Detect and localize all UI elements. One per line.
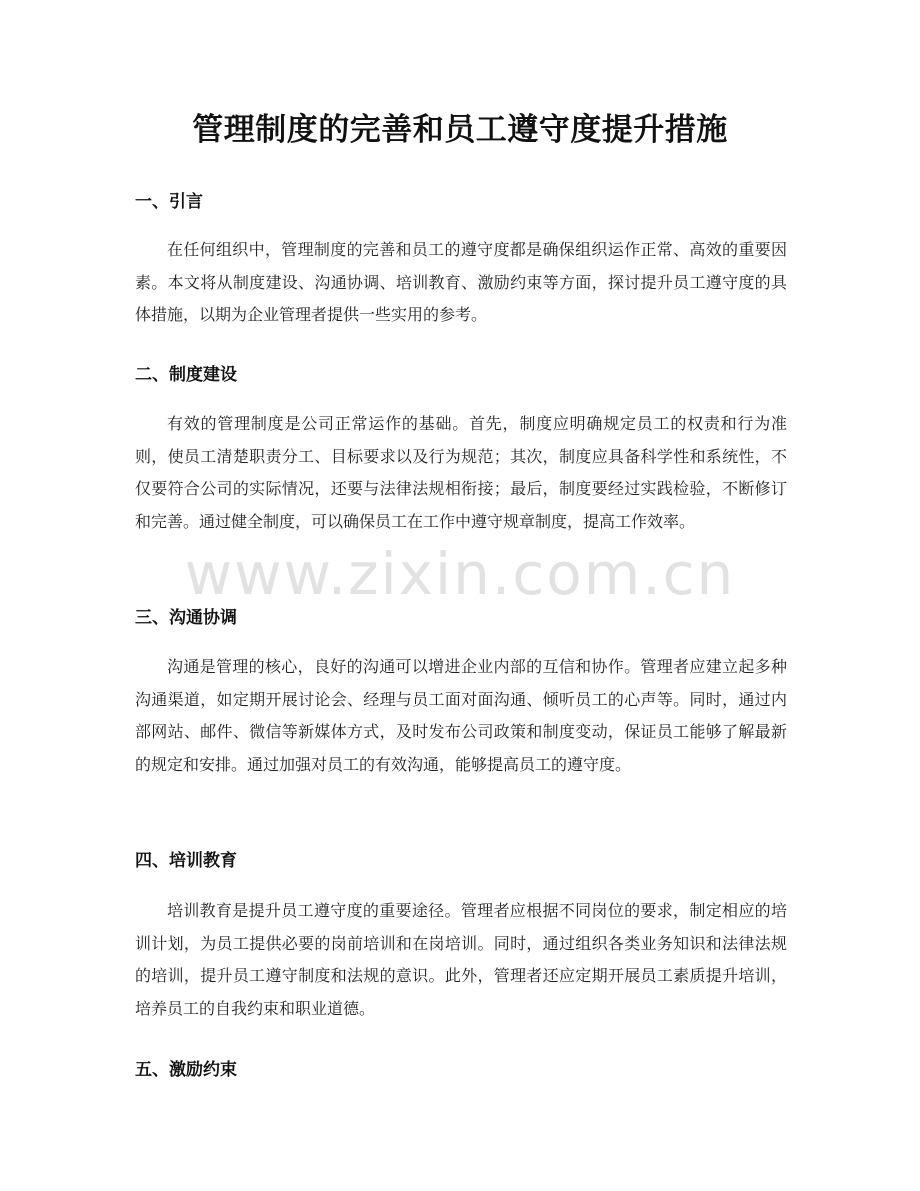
section-paragraph-system-building: 有效的管理制度是公司正常运作的基础。首先，制度应明确规定员工的权责和行为准则，使员工清楚职责分工、目标要求以及行为规范；其次，制度应具备科学性和系统性，不仅要符合公司的实际情况，还要与法律法规相衔接；最后，制度要经过实践检验，不断修订和完善。通过健全制度，可以确保员工在工作中遵守规章制度，提高工作效率。	[135, 414, 787, 531]
section-paragraph-training: 培训教育是提升员工遵守度的重要途径。管理者应根据不同岗位的要求，制定相应的培训计划，为员工提供必要的岗前培训和在岗培训。同时，通过组织各类业务知识和法律法规的培训，提升员工遵守制度和法规的意识。此外，管理者还应定期开展员工素质提升培训，培养员工的自我约束和职业道德。	[135, 901, 787, 1018]
document-title: 管理制度的完善和员工遵守度提升措施	[192, 112, 728, 148]
section-heading-incentives: 五、激励约束	[135, 1060, 237, 1080]
section-heading-system-building: 二、制度建设	[135, 365, 237, 385]
section-paragraph-communication: 沟通是管理的核心，良好的沟通可以增进企业内部的互信和协作。管理者应建立起多种沟通渠道，如定期开展讨论会、经理与员工面对面沟通、倾听员工的心声等。同时，通过内部网站、邮件、微信等新媒体方式，及时发布公司政策和制度变动，保证员工能够了解最新的规定和安排。通过加强对员工的有效沟通，能够提高员工的遵守度。	[135, 657, 787, 774]
site-watermark: www.zixin.com.cn	[184, 540, 736, 608]
section-heading-communication: 三、沟通协调	[135, 608, 237, 628]
section-paragraph-introduction: 在任何组织中，管理制度的完善和员工的遵守度都是确保组织运作正常、高效的重要因素。本文将从制度建设、沟通协调、培训教育、激励约束等方面，探讨提升员工遵守度的具体措施，以期为企业管理者提供一些实用的参考。	[135, 240, 787, 324]
section-heading-introduction: 一、引言	[135, 192, 203, 212]
section-heading-training: 四、培训教育	[135, 851, 237, 871]
